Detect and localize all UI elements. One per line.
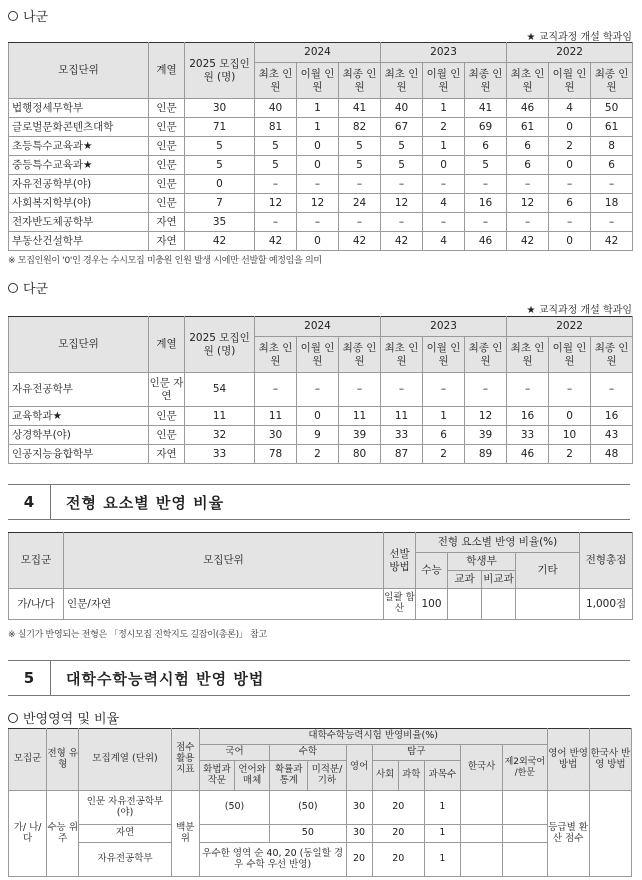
table-row [9,99,633,118]
cell-unit: 중등특수교육과★ [9,156,149,175]
circle-bullet-icon [8,713,18,723]
cell-english: 20 [346,843,372,877]
cell-unit: 교육학과★ [9,407,149,426]
cell-value: 16 [465,194,507,213]
table-da [8,316,633,464]
section-5-sub-heading [8,708,119,727]
cell-value: 2 [423,118,465,137]
cell-value: 81 [255,118,297,137]
section-na-heading [8,6,48,25]
cell-value: 42 [339,232,381,251]
footnote-na: ※ 모집인원이 '0'인 경우는 수시모집 미충원 인원 발생 시에만 선발할 예정임을 의미 [8,256,322,266]
cell-value: 0 [549,118,591,137]
circle-bullet-icon [8,283,18,293]
cell-value: 54 [185,373,255,407]
cell-value: 30 [255,426,297,445]
cell-group: 가/나/다 [9,589,64,620]
cell-unit: 인공지능융합학부 [9,445,149,464]
cell-value: 41 [465,99,507,118]
header-etc: 기타 [516,553,580,589]
cell-field: 자연 [149,213,185,232]
cell-etc [516,589,580,620]
header-m1: 확률과 통계 [270,761,308,791]
section-5-title: 대학수학능력시험 반영 방법 [66,669,265,688]
cell-value: 2 [549,445,591,464]
header-first: 최초 인원 [381,63,423,99]
cell-foreign [503,843,547,877]
cell-suneung: 100 [416,589,448,620]
cell-history [461,791,503,825]
header-first: 최초 인원 [255,337,297,373]
cell-value: 12 [255,194,297,213]
cell-foreign [503,825,547,843]
cell-score: 백분위 [171,791,199,877]
cell-value: 11 [339,407,381,426]
cell-foreign [503,791,547,825]
table-row [9,791,632,825]
cell-value: 48 [591,445,633,464]
table-section4 [8,532,633,620]
cell-value: – [339,175,381,194]
cell-field: 인문 자연 [149,373,185,407]
table-row [9,373,633,407]
header-inquiry: 탐구 [372,745,460,761]
cell-value: – [507,175,549,194]
cell-value: 2 [423,445,465,464]
header-2025: 2025 모집인원 (명) [185,317,255,373]
cell-value: 40 [255,99,297,118]
header-2023: 2023 [381,43,507,63]
cell-field: 자연 [149,232,185,251]
cell-value: – [549,213,591,232]
header-k2: 언어와 매체 [235,761,270,791]
cell-value: 12 [381,194,423,213]
cell-value: 5 [185,156,255,175]
header-hist-method: 한국사 반영 방법 [589,729,631,791]
header-korean: 국어 [199,745,269,761]
table-row [9,194,633,213]
cell-value: 4 [549,99,591,118]
table-row [9,426,633,445]
table-row [9,118,633,137]
cell-value: 87 [381,445,423,464]
cell-value: 5 [381,137,423,156]
cell-value: – [465,373,507,407]
header-math: 수학 [270,745,346,761]
table-row [9,445,633,464]
header-2024: 2024 [255,317,381,337]
cell-value: 6 [507,137,549,156]
cell-value: 16 [591,407,633,426]
table-row [9,175,633,194]
cell-value: 0 [297,232,339,251]
cell-value: 46 [507,445,549,464]
cell-korean: (50) [199,791,269,825]
header-unit: 모집단위 [9,43,149,99]
cell-value: 0 [185,175,255,194]
cell-unit: 법행정세무학부 [9,99,149,118]
circle-bullet-icon [8,11,18,21]
header-eng-method: 영어 반영 방법 [547,729,589,791]
cell-field: 인문 [149,156,185,175]
cell-value: – [297,373,339,407]
cell-value: 5 [339,156,381,175]
cell-value: – [465,213,507,232]
cell-history [461,825,503,843]
cell-eng-method: 등급별 환산 점수 [547,791,589,877]
table-row [9,213,633,232]
cell-value: 1 [297,118,339,137]
cell-value: 80 [339,445,381,464]
teaching-course-note: ★ 교직과정 개설 학과임 [526,32,632,43]
cell-count: 1 [424,825,460,843]
header-foreign: 제2외국어 /한문 [503,745,547,791]
header-unit: 모집단위 [9,317,149,373]
cell-value: 61 [507,118,549,137]
header-2025: 2025 모집인원 (명) [185,43,255,99]
table-row [9,825,632,843]
cell-value: 2 [297,445,339,464]
header-unit: 모집계열 (단위) [79,729,171,791]
cell-value: 42 [381,232,423,251]
table-section5 [8,728,632,877]
cell-subject [448,589,482,620]
cell-value: 12 [297,194,339,213]
cell-unit: 인문/자연 [64,589,384,620]
cell-value: 9 [297,426,339,445]
cell-hist-method [589,791,631,877]
cell-field: 자연 [149,445,185,464]
cell-math: (50) [270,791,346,825]
header-count: 과목수 [424,761,460,791]
header-final: 최종 인원 [465,337,507,373]
header-final: 최종 인원 [339,63,381,99]
cell-method: 일괄 합산 [384,589,416,620]
header-carry: 이월 인원 [549,63,591,99]
cell-unit: 전자반도체공학부 [9,213,149,232]
cell-history [461,843,503,877]
cell-value: – [507,213,549,232]
header-m2: 미적분/ 기하 [308,761,346,791]
cell-unit: 상경학부(야) [9,426,149,445]
header-first: 최초 인원 [507,63,549,99]
cell-inquiry: 20 [372,825,424,843]
cell-value: 0 [297,407,339,426]
cell-unit: 자유전공학부 [79,843,171,877]
cell-value: – [549,175,591,194]
cell-value: 33 [381,426,423,445]
cell-value: 67 [381,118,423,137]
header-unit: 모집단위 [64,533,384,589]
cell-value: – [591,213,633,232]
header-subject: 교과 [448,571,482,589]
header-field: 계열 [149,43,185,99]
section-5-subtitle: 반영영역 및 비율 [23,712,120,727]
cell-value: 82 [339,118,381,137]
cell-value: 42 [185,232,255,251]
cell-value: 24 [339,194,381,213]
cell-value: 0 [423,156,465,175]
cell-value: 11 [185,407,255,426]
cell-value: 10 [549,426,591,445]
table-row [9,589,633,620]
cell-value: 8 [591,137,633,156]
cell-value: – [423,373,465,407]
cell-value: 61 [591,118,633,137]
cell-value: 12 [507,194,549,213]
cell-value: – [339,213,381,232]
section-da-heading [8,278,48,297]
cell-value: 69 [465,118,507,137]
cell-value: 1 [423,99,465,118]
cell-value: 5 [381,156,423,175]
cell-value: 4 [423,232,465,251]
cell-value: – [423,213,465,232]
cell-value: 0 [297,137,339,156]
cell-value: 5 [339,137,381,156]
header-type: 전형 유형 [47,729,79,791]
cell-value: 78 [255,445,297,464]
cell-value: – [591,373,633,407]
header-method: 선발 방법 [384,533,416,589]
header-final: 최종 인원 [339,337,381,373]
cell-value: – [507,373,549,407]
cell-field: 인문 [149,407,185,426]
cell-merged-korean-math: 우수한 영역 순 40, 20 (동일할 경우 수학 우선 반영) [199,843,346,877]
cell-value: 35 [185,213,255,232]
cell-value: 0 [549,407,591,426]
cell-value: – [465,175,507,194]
header-science: 과학 [398,761,424,791]
header-final: 최종 인원 [591,63,633,99]
cell-value: 32 [185,426,255,445]
cell-unit: 자유전공학부 [9,373,149,407]
cell-value: – [381,373,423,407]
cell-value: 1 [423,137,465,156]
cell-value: 5 [255,137,297,156]
cell-value: 7 [185,194,255,213]
cell-value: 39 [339,426,381,445]
section-5-banner [8,660,630,696]
cell-value: 2 [549,137,591,156]
header-2022: 2022 [507,43,633,63]
cell-unit: 사회복지학부(야) [9,194,149,213]
cell-inquiry: 20 [372,791,424,825]
header-carry: 이월 인원 [423,337,465,373]
header-score: 점수 활용 지표 [171,729,199,791]
header-carry: 이월 인원 [297,63,339,99]
cell-english: 30 [346,825,372,843]
cell-value: – [255,373,297,407]
section-4-banner [8,484,630,520]
cell-total: 1,000점 [580,589,633,620]
header-2024: 2024 [255,43,381,63]
header-first: 최초 인원 [255,63,297,99]
cell-value: 6 [591,156,633,175]
cell-value: 1 [297,99,339,118]
cell-value: 89 [465,445,507,464]
cell-field: 인문 [149,99,185,118]
table-row [9,156,633,175]
cell-value: – [381,213,423,232]
cell-value: 43 [591,426,633,445]
cell-nonsubject [482,589,516,620]
header-ratio: 대학수학능력시험 반영비율(%) [199,729,547,745]
cell-value: 46 [507,99,549,118]
header-total: 전형총점 [580,533,633,589]
cell-unit: 자연 [79,825,171,843]
header-final: 최종 인원 [465,63,507,99]
cell-value: 42 [507,232,549,251]
cell-unit: 초등특수교육과★ [9,137,149,156]
header-2022: 2022 [507,317,633,337]
cell-value: 30 [185,99,255,118]
table-row [9,137,633,156]
header-first: 최초 인원 [507,337,549,373]
cell-value: 18 [591,194,633,213]
section-na-title: 나군 [23,10,49,25]
section-da-title: 다군 [23,282,49,297]
cell-value: 40 [381,99,423,118]
cell-value: 46 [465,232,507,251]
cell-value: 33 [507,426,549,445]
cell-english: 30 [346,791,372,825]
header-record: 학생부 [448,553,516,571]
cell-value: 0 [297,156,339,175]
header-suneung: 수능 [416,553,448,589]
cell-value: 6 [549,194,591,213]
cell-value: – [255,175,297,194]
cell-value: 1 [423,407,465,426]
cell-value: 6 [507,156,549,175]
cell-value: 4 [423,194,465,213]
table-na [8,42,633,251]
cell-value: 6 [465,137,507,156]
cell-count: 1 [424,843,460,877]
cell-group: 가/ 나/ 다 [9,791,47,877]
header-first: 최초 인원 [381,337,423,373]
footnote-section4: ※ 실기가 반영되는 전형은 「정시모집 진학지도 길잡이(총론)」 참고 [8,630,267,640]
cell-value: 5 [185,137,255,156]
cell-value: – [297,213,339,232]
header-ratio: 전형 요소별 반영 비율(%) [416,533,580,553]
cell-value: 11 [255,407,297,426]
table-row [9,843,632,877]
cell-unit: 인문 자유전공학부(야) [79,791,171,825]
cell-value: 16 [507,407,549,426]
cell-unit: 자유전공학부(야) [9,175,149,194]
cell-value: 11 [381,407,423,426]
cell-value: 0 [549,156,591,175]
table-row [9,407,633,426]
cell-value: – [423,175,465,194]
header-2023: 2023 [381,317,507,337]
cell-field: 인문 [149,426,185,445]
header-social: 사회 [372,761,398,791]
cell-math: 50 [270,825,346,843]
cell-value: 6 [423,426,465,445]
cell-value: 33 [185,445,255,464]
cell-value: – [255,213,297,232]
cell-value: 0 [549,232,591,251]
cell-value: 50 [591,99,633,118]
cell-unit: 글로벌문화콘텐츠대학 [9,118,149,137]
cell-value: 71 [185,118,255,137]
cell-value: 42 [591,232,633,251]
cell-field: 인문 [149,137,185,156]
cell-value: 39 [465,426,507,445]
header-history: 한국사 [461,745,503,791]
header-field: 계열 [149,317,185,373]
header-group: 모집군 [9,729,47,791]
cell-field: 인문 [149,194,185,213]
header-nonsubject: 비교과 [482,571,516,589]
table-row [9,232,633,251]
cell-type: 수능 위주 [47,791,79,877]
cell-value: 5 [255,156,297,175]
cell-value: – [549,373,591,407]
cell-value: – [591,175,633,194]
header-group: 모집군 [9,533,64,589]
cell-value: – [297,175,339,194]
header-carry: 이월 인원 [549,337,591,373]
cell-korean [199,825,269,843]
cell-field: 인문 [149,175,185,194]
cell-value: 42 [255,232,297,251]
cell-unit: 부동산건설학부 [9,232,149,251]
section-4-number: 4 [8,485,51,519]
cell-field: 인문 [149,118,185,137]
cell-value: 12 [465,407,507,426]
header-k1: 화법과 작문 [199,761,234,791]
header-carry: 이월 인원 [297,337,339,373]
cell-value: 5 [465,156,507,175]
cell-count: 1 [424,791,460,825]
cell-value: – [339,373,381,407]
cell-inquiry: 20 [372,843,424,877]
header-final: 최종 인원 [591,337,633,373]
cell-value: 41 [339,99,381,118]
cell-value: – [381,175,423,194]
section-5-number: 5 [8,661,51,695]
teaching-course-note: ★ 교직과정 개설 학과임 [526,305,632,316]
header-carry: 이월 인원 [423,63,465,99]
header-english: 영어 [346,745,372,791]
section-4-title: 전형 요소별 반영 비율 [66,493,225,512]
